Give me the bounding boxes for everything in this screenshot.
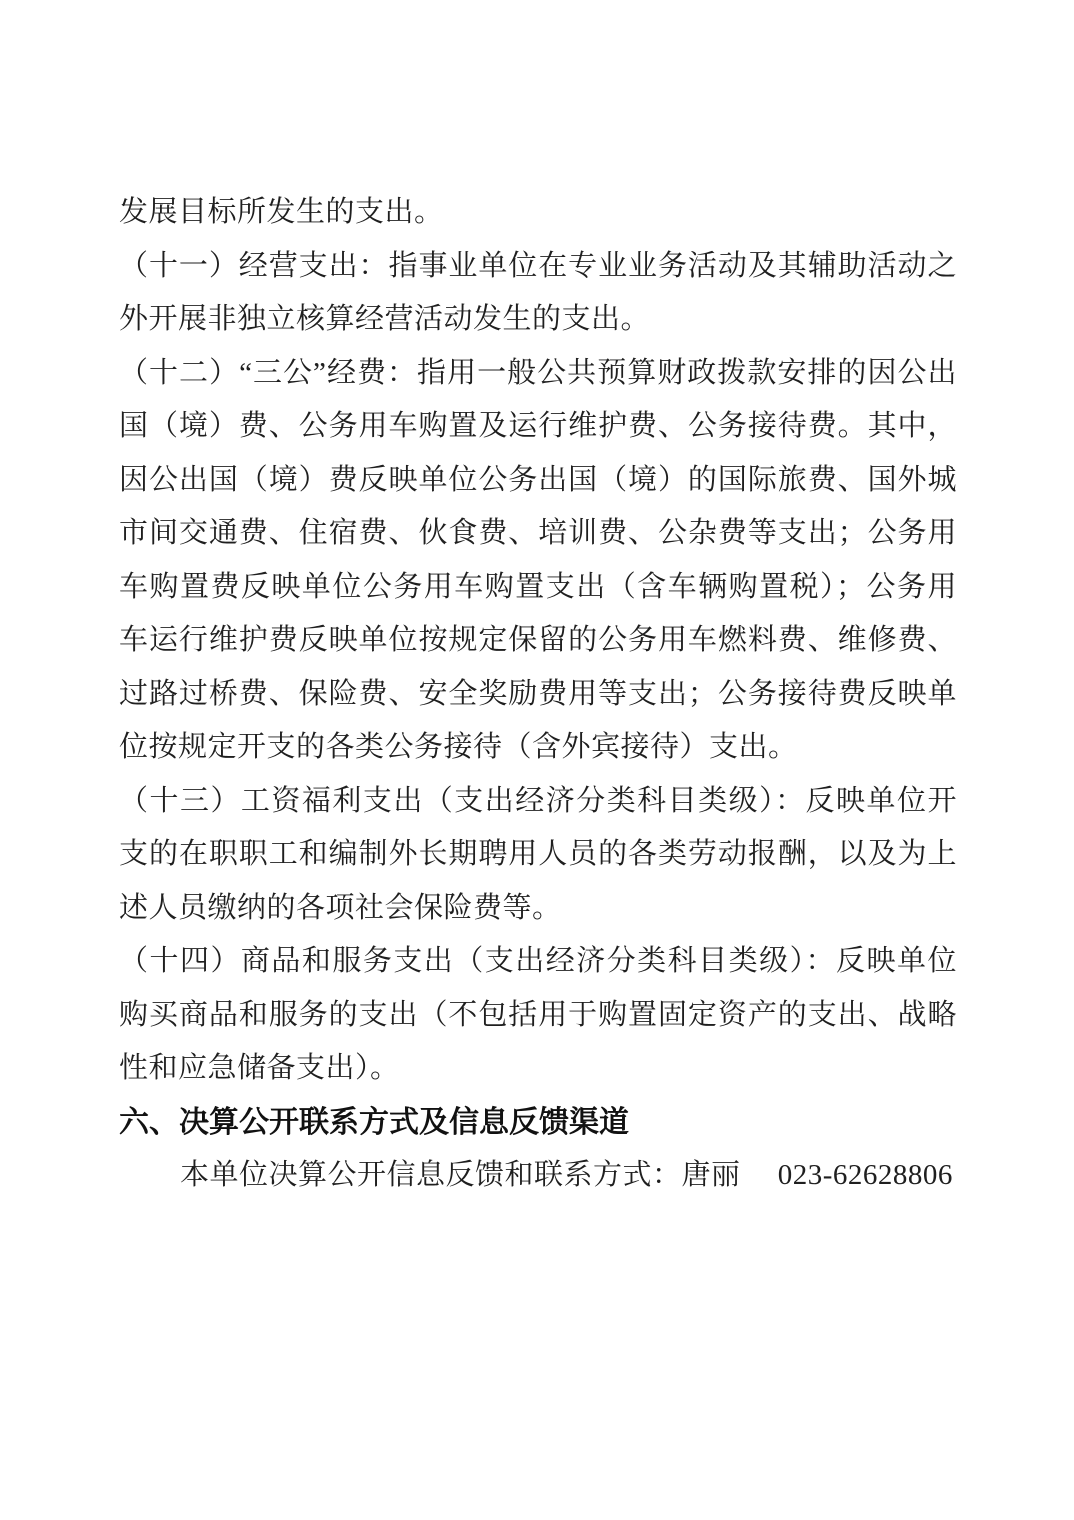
body-text-line: 性和应急储备支出）。: [119, 1052, 400, 1084]
body-text-line: 外开展非独立核算经营活动发生的支出。: [119, 303, 651, 335]
body-text-line: 购买商品和服务的支出（不包括用于购置固定资产的支出、战略: [119, 998, 957, 1031]
body-text-line: 支的在职职工和编制外长期聘用人员的各类劳动报酬，以及为上: [119, 838, 957, 870]
body-text-line: 车运行维护费反映单位按规定保留的公务用车燃料费、维修费、: [119, 624, 957, 656]
body-text-line: 市间交通费、住宿费、伙食费、培训费、公杂费等支出；公务用: [119, 517, 957, 549]
body-text-line: 车购置费反映单位公务用车购置支出（含车辆购置税）；公务用: [119, 570, 957, 603]
body-text-line: 因公出国（境）费反映单位公务出国（境）的国际旅费、国外城: [119, 463, 957, 496]
body-text-line: 国（境）费、公务用车购置及运行维护费、公务接待费。其中，: [119, 410, 957, 442]
body-text-line: 述人员缴纳的各项社会保险费等。: [119, 891, 562, 924]
contact-info-line: 本单位决算公开信息反馈和联系方式：唐丽 023-62628806: [180, 1159, 953, 1191]
body-text-line: （十二）“三公”经费：指用一般公共预算财政拨款安排的因公出: [119, 356, 957, 389]
body-text-line: （十四）商品和服务支出（支出经济分类科目类级）：反映单位: [119, 945, 957, 977]
text-block: [119, 186, 957, 1203]
body-text-line: （十三）工资福利支出（支出经济分类科目类级）：反映单位开: [119, 784, 957, 817]
body-text-line: （十一）经营支出：指事业单位在专业业务活动及其辅助活动之: [119, 249, 957, 282]
body-text-line: 位按规定开支的各类公务接待（含外宾接待）支出。: [119, 731, 798, 763]
body-text-line: 过路过桥费、保险费、安全奖励费用等支出；公务接待费反映单: [119, 677, 957, 710]
section-heading: 六、决算公开联系方式及信息反馈渠道: [119, 1105, 629, 1139]
body-text-line: 发展目标所发生的支出。: [119, 196, 444, 228]
